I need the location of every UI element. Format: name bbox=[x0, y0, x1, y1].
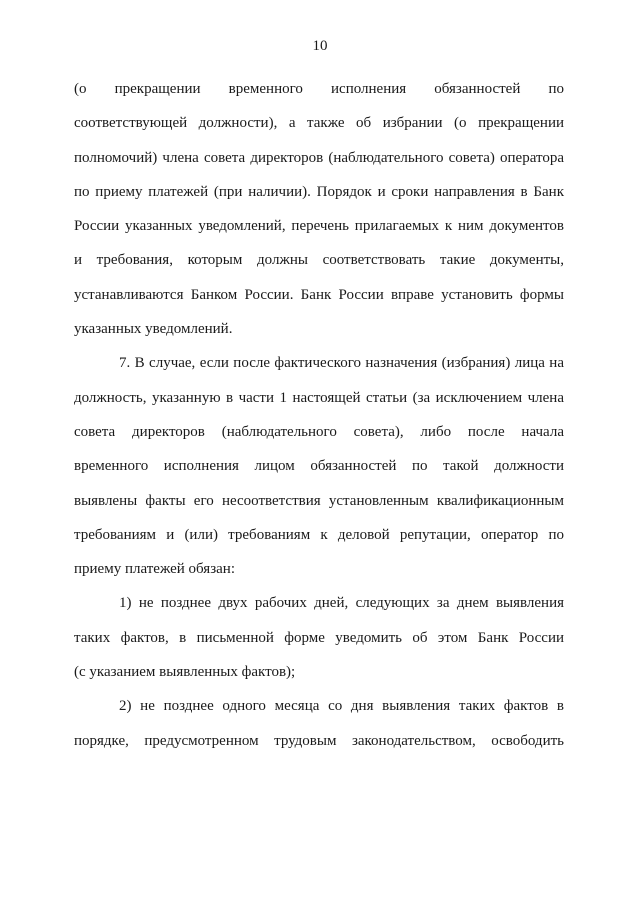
page-number: 10 bbox=[312, 38, 328, 54]
text-line: должность, указанную в части 1 настоящей статьи (за исключением члена bbox=[74, 389, 564, 406]
paragraph bbox=[74, 346, 564, 586]
text-line: указанных уведомлений. bbox=[74, 321, 233, 338]
paragraph bbox=[74, 586, 564, 689]
paragraph bbox=[74, 689, 564, 758]
text-line: (о прекращении временного исполнения обязанностей по bbox=[74, 81, 564, 97]
text-line: порядке, предусмотренном трудовым законодательством, освободить bbox=[74, 732, 564, 749]
text-line: соответствующей должности), а также об избрании (о прекращении bbox=[74, 115, 564, 132]
text-line: временного исполнения лицом обязанностей по такой должности bbox=[74, 458, 564, 475]
text-line: устанавливаются Банком России. Банк России вправе установить формы bbox=[74, 286, 564, 303]
text-line: 7. В случае, если после фактического назначения (избрания) лица на bbox=[119, 355, 564, 372]
text-line: таких фактов, в письменной форме уведомить об этом Банк России bbox=[74, 629, 564, 646]
text-line: 1) не позднее двух рабочих дней, следующих за днем выявления bbox=[119, 595, 564, 612]
text-line: 2) не позднее одного месяца со дня выявления таких фактов в bbox=[119, 698, 564, 715]
text-line: полномочий) члена совета директоров (наблюдательного совета) оператора bbox=[74, 149, 564, 166]
paragraph bbox=[74, 72, 564, 346]
text-line: выявлены факты его несоответствия установленным квалификационным bbox=[74, 492, 564, 509]
text-line: совета директоров (наблюдательного совета), либо после начала bbox=[74, 423, 564, 440]
text-line: России указанных уведомлений, перечень прилагаемых к ним документов bbox=[74, 218, 564, 235]
document-body bbox=[74, 72, 564, 758]
text-line: (с указанием выявленных фактов); bbox=[74, 664, 296, 681]
text-line: приему платежей обязан: bbox=[74, 561, 235, 578]
text-line: по приему платежей (при наличии). Порядок и сроки направления в Банк bbox=[74, 183, 564, 200]
text-line: требованиям и (или) требованиям к деловой репутации, оператор по bbox=[74, 526, 564, 543]
text-line: и требования, которым должны соответствовать такие документы, bbox=[74, 252, 564, 269]
